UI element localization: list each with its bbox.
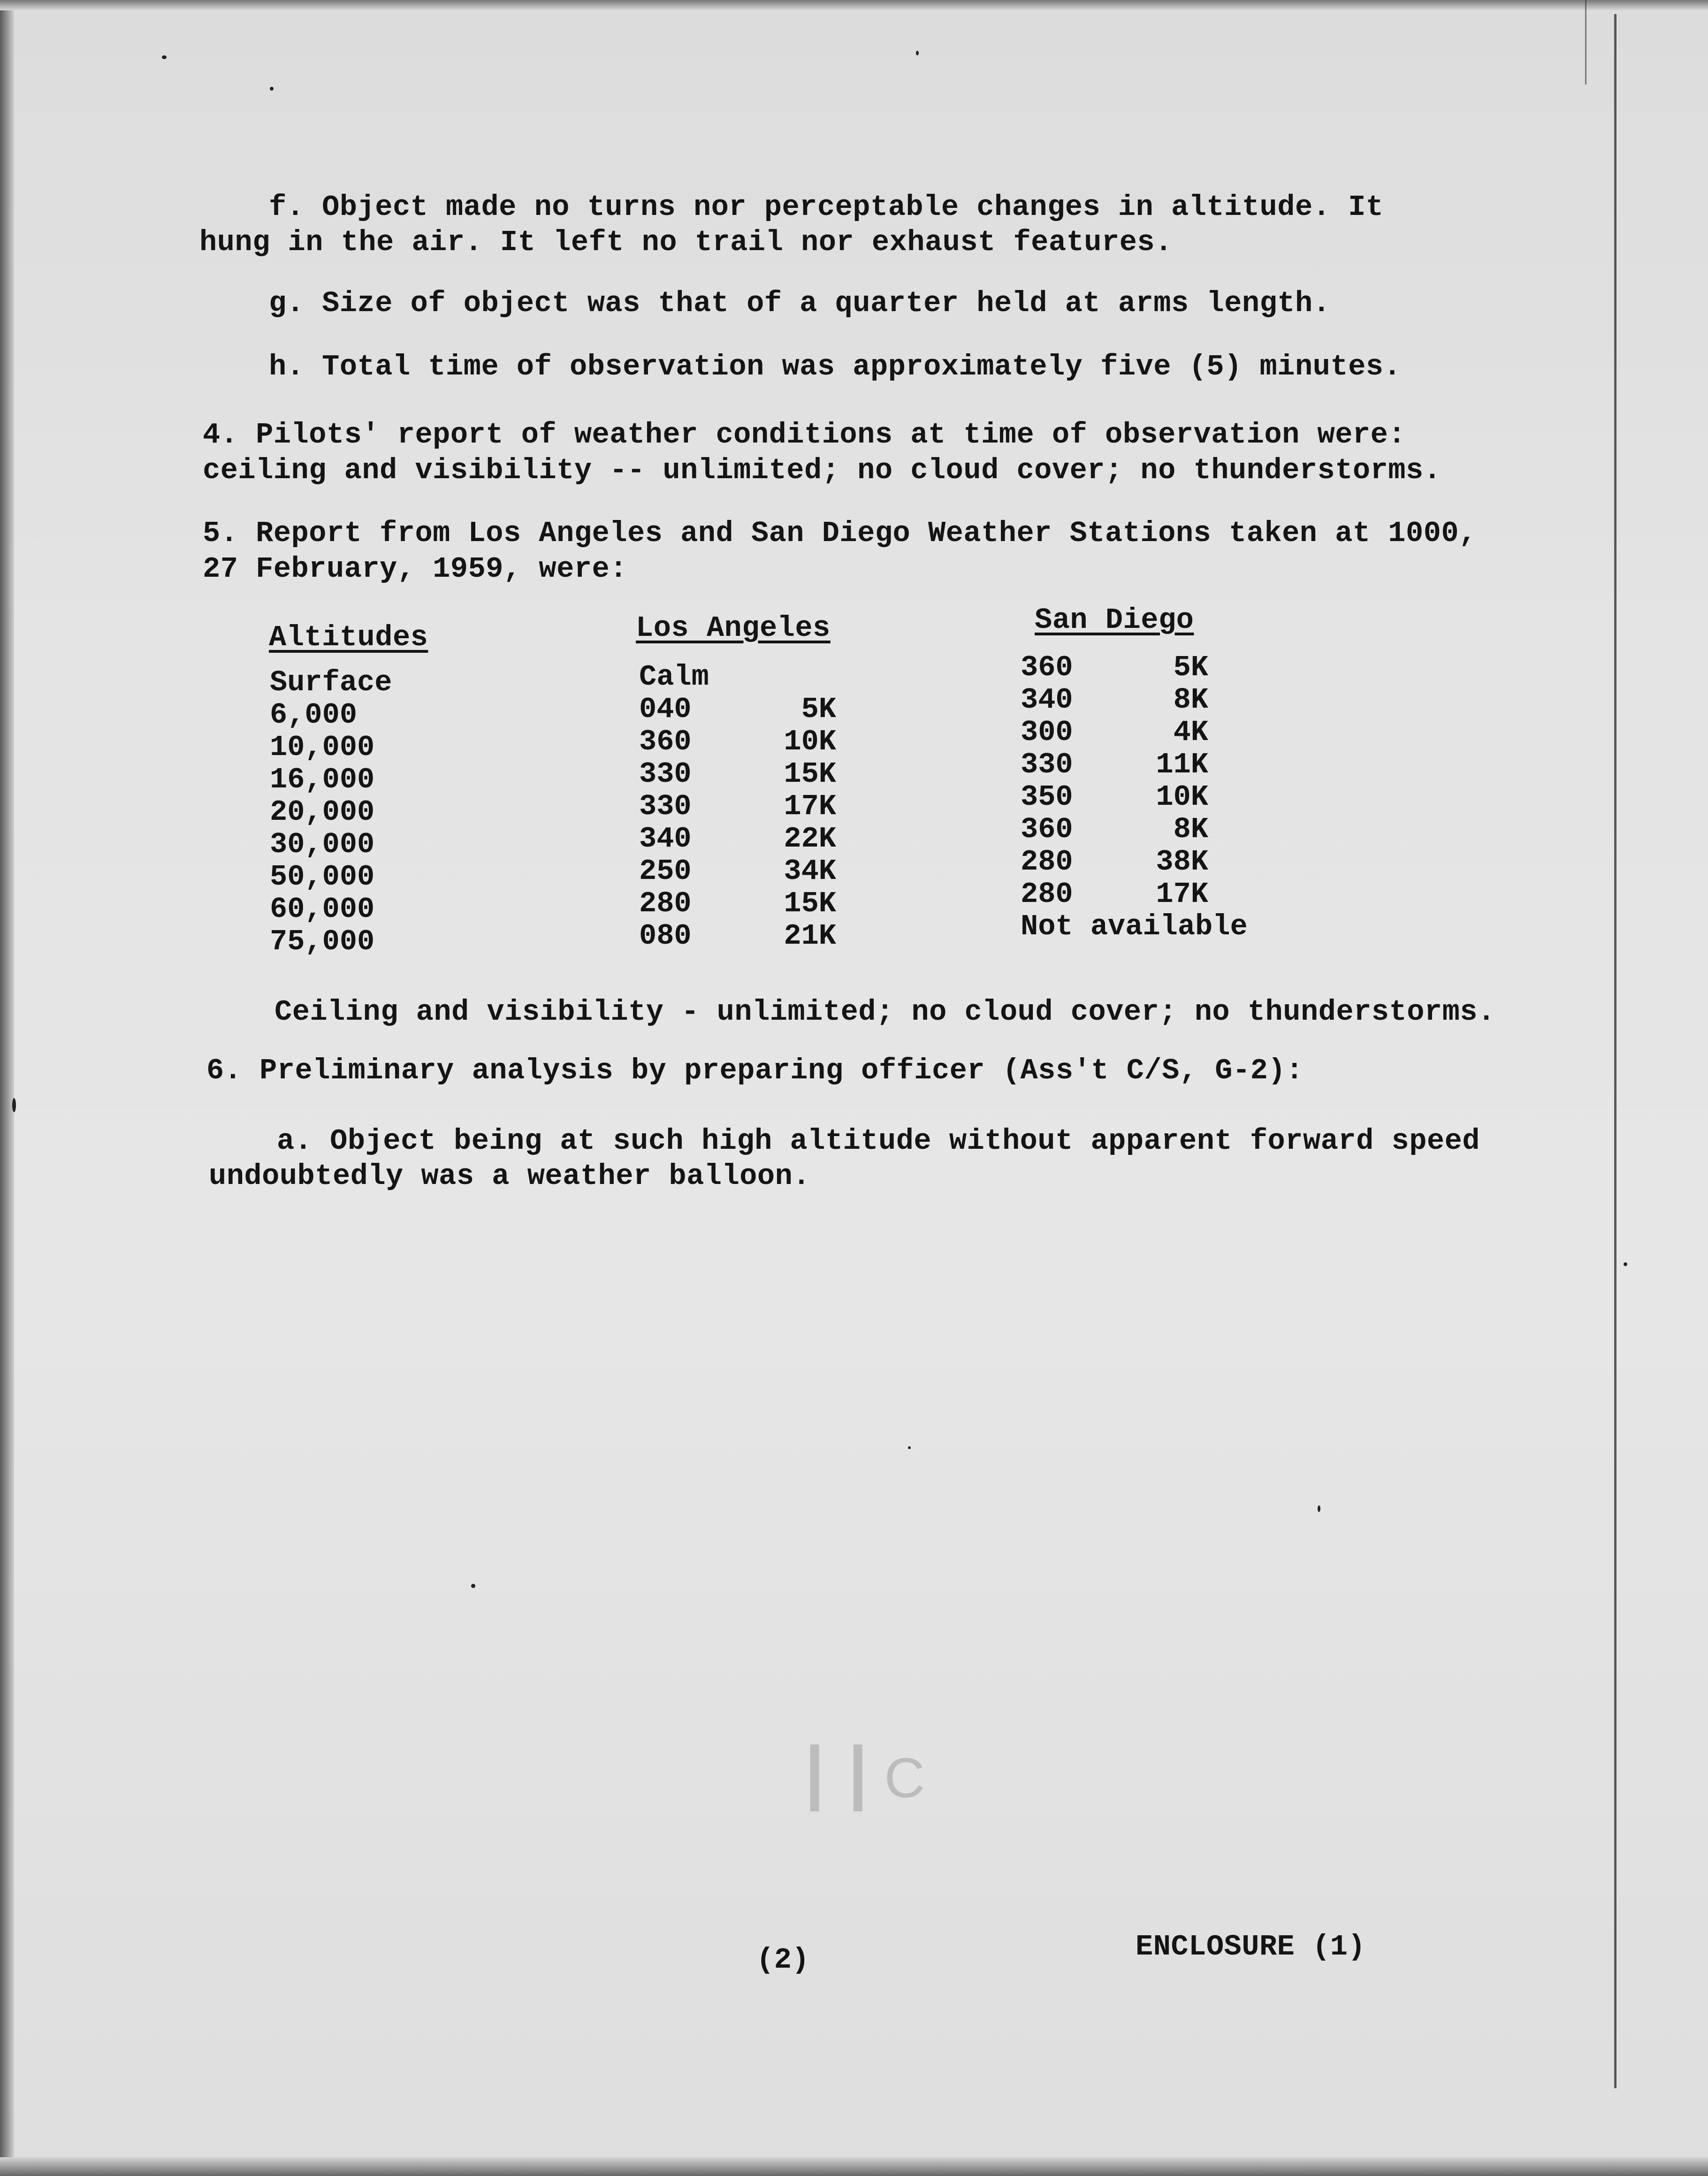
table-header-altitudes: Altitudes [269,621,428,654]
table-cell-speed: 22K [784,822,836,855]
paragraph-f-line1: f. Object made no turns nor perceptable changes in altitude. It [269,191,1384,224]
table-row [1021,781,1208,813]
table-cell-altitude: 50,000 [270,860,375,893]
table-cell-direction: 360 [639,725,692,758]
paragraph-g: g. Size of object was that of a quarter held at arms length. [269,287,1331,320]
paragraph-4-line2: ceiling and visibility -- unlimited; no cloud cover; no thunderstorms. [203,454,1441,487]
table-cell-speed: 5K [1173,651,1208,684]
table-row [1021,748,1208,781]
table-cell-altitude: 60,000 [270,893,375,926]
scan-speck [916,51,919,55]
table-cell-altitude: 30,000 [270,828,375,861]
table-cell-altitude: 75,000 [270,925,375,958]
ceiling-note: Ceiling and visibility - unlimited; no cloud cover; no thunderstorms. [274,995,1495,1029]
table-cell-altitude: 16,000 [270,763,375,796]
margin-rule [1614,14,1616,2088]
table-cell-direction: 080 [639,919,692,953]
san-diego-column [1021,651,1248,943]
table-cell-direction: 360 [1021,651,1073,684]
table-row [639,790,836,823]
table-row [1021,813,1208,846]
table-cell-speed: 8K [1173,813,1208,846]
table-row [639,855,836,887]
table-row [639,758,836,790]
table-cell-speed: 10K [1156,780,1208,814]
page-number: (2) [756,1943,810,1977]
table-cell-direction: 340 [639,822,692,855]
enclosure-label: ENCLOSURE (1) [1136,1930,1366,1963]
scan-speck [908,1446,911,1449]
paragraph-5-line1: 5. Report from Los Angeles and San Diego Weather Stations taken at 1000, [203,517,1477,550]
table-cell-direction: 280 [639,887,692,920]
paragraph-5-line2: 27 February, 1959, were: [203,552,627,586]
table-row [1021,651,1208,684]
scan-edge-left [0,0,14,2176]
paragraph-h: h. Total time of observation was approximately five (5) minutes. [269,350,1402,383]
table-cell-direction: 250 [639,855,692,888]
scan-speck [1624,1262,1627,1266]
table-row [639,693,836,725]
paragraph-a-line1: a. Object being at such high altitude without apparent forward speed [277,1124,1480,1158]
scan-edge-bottom [0,2157,1708,2176]
table-cell-speed: 11K [1156,748,1208,781]
table-cell-direction: 280 [1021,845,1073,878]
table-cell-speed: 15K [784,887,836,920]
table-cell-speed: 17K [1156,878,1208,911]
table-row [1021,716,1208,748]
table-cell-direction: 040 [639,693,692,726]
table-cell-direction: 300 [1021,716,1073,749]
scan-speck [162,55,167,59]
table-cell-altitude: 6,000 [270,698,358,732]
table-cell-direction: Not available [1021,910,1248,943]
paragraph-a-line2: undoubtedly was a weather balloon. [209,1160,811,1193]
table-header-los-angeles: Los Angeles [636,611,831,645]
table-cell-direction: 280 [1021,878,1073,911]
table-cell-speed: 10K [784,725,836,758]
faint-show-through-mark: ┃┃C [798,1747,935,1810]
table-cell-direction: 330 [639,790,692,823]
table-row [639,823,836,855]
table-row [1021,878,1208,910]
scan-speck [471,1584,475,1588]
los-angeles-column [639,661,836,952]
table-cell-direction: 350 [1021,780,1073,814]
table-cell-altitude: 20,000 [270,795,375,829]
table-row [1021,910,1248,943]
scan-speck [1318,1505,1320,1512]
table-row [1021,846,1208,878]
table-cell-direction: Calm [639,660,709,694]
table-cell-speed: 5K [801,693,836,726]
table-cell-speed: 4K [1173,716,1208,749]
table-row [639,725,836,758]
table-row [639,887,836,920]
table-cell-direction: 340 [1021,683,1073,717]
table-cell-direction: 360 [1021,813,1073,846]
table-cell-altitude: 10,000 [270,731,375,764]
table-row [639,920,836,952]
table-cell-speed: 38K [1156,845,1208,878]
paragraph-6: 6. Preliminary analysis by preparing officer (Ass't C/S, G-2): [206,1054,1304,1087]
table-row [1021,684,1208,716]
paragraph-f-line2: hung in the air. It left no trail nor exhaust features. [199,226,1173,259]
table-cell-speed: 21K [784,919,836,953]
table-cell-direction: 330 [1021,748,1073,781]
table-cell-altitude: Surface [270,666,392,699]
altitudes-column [270,666,392,958]
table-row [639,661,836,693]
table-cell-direction: 330 [639,757,692,791]
paragraph-4-line1: 4. Pilots' report of weather conditions at time of observation were: [203,418,1406,451]
table-cell-speed: 17K [784,790,836,823]
table-header-san-diego: San Diego [1035,603,1194,637]
table-cell-speed: 8K [1173,683,1208,717]
scan-edge-top [0,0,1708,10]
scan-speck [270,87,274,91]
table-cell-speed: 15K [784,757,836,791]
scan-speck [12,1098,16,1112]
margin-rule-top [1585,0,1586,84]
table-cell-speed: 34K [784,855,836,888]
